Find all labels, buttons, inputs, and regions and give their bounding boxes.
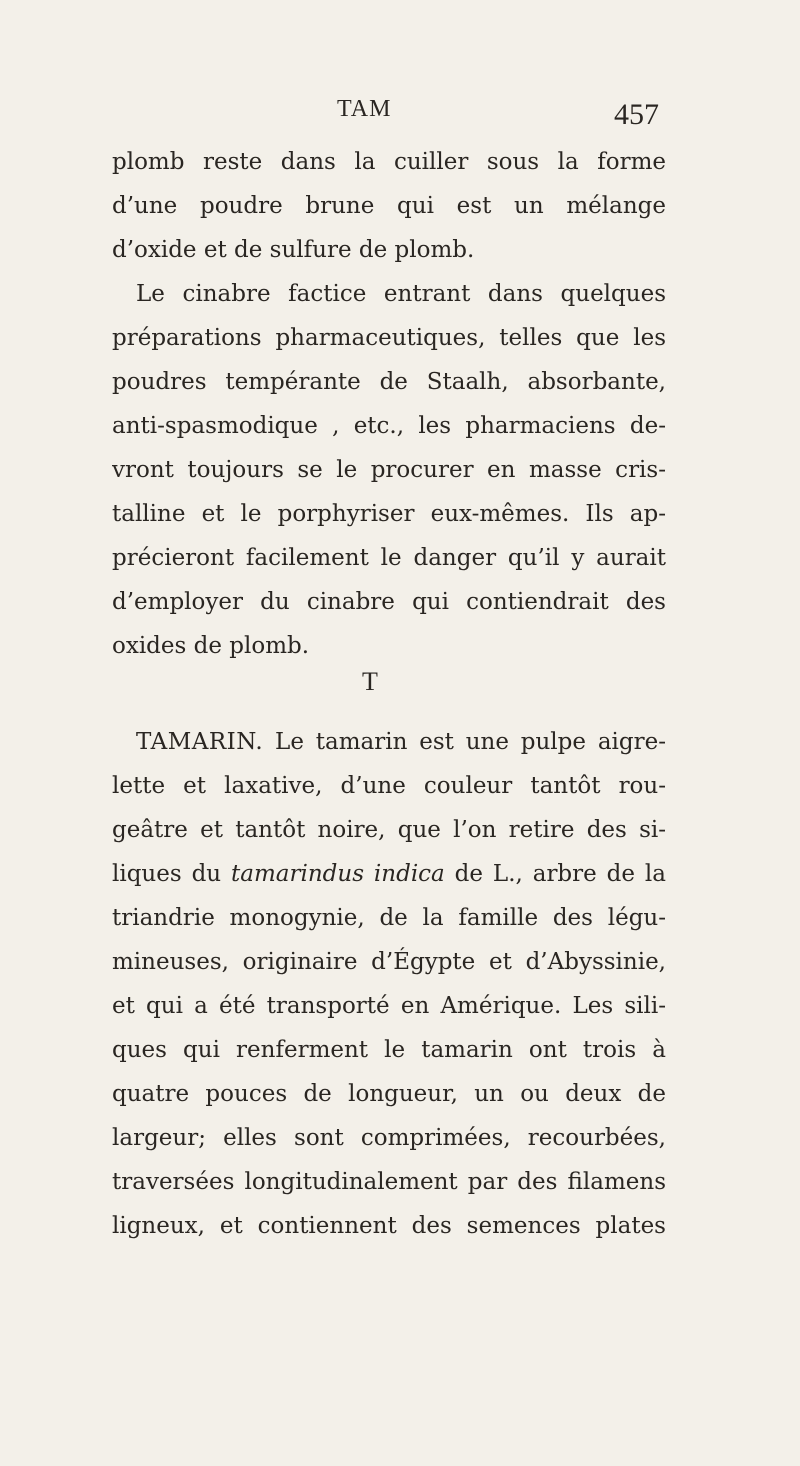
text-line: geâtre et tantôt noire, que l’on retire des si-: [112, 817, 666, 843]
text-line: talline et le porphyriser eux-mêmes. Ils ap-: [112, 501, 666, 527]
section-letter: T: [362, 667, 378, 696]
entry-first-line-text: Le tamarin est une pulpe aigre-: [263, 729, 666, 755]
text-line: et qui a été transporté en Amérique. Les sili-: [112, 993, 666, 1019]
text-line: plomb reste dans la cuiller sous la forme: [112, 149, 666, 175]
text-line: d’oxide et de sulfure de plomb.: [112, 237, 475, 263]
page-header: [0, 96, 800, 136]
entry-headword: TAMARIN.: [136, 729, 264, 755]
text-line: triandrie monogynie, de la famille des légu-: [112, 905, 666, 931]
latin-species-name: tamarindus indica: [231, 861, 445, 887]
text-line: d’employer du cinabre qui contiendrait des: [112, 589, 666, 615]
page-number: 457: [614, 98, 659, 131]
text-line: Le cinabre factice entrant dans quelques: [136, 281, 666, 307]
text-line: mineuses, originaire d’Égypte et d’Abyssinie,: [112, 949, 666, 975]
text-line: ligneux, et contiennent des semences plates: [112, 1213, 666, 1239]
text-line-with-latin-name: [112, 852, 666, 896]
text-line: quatre pouces de longueur, un ou deux de: [112, 1081, 666, 1107]
running-head: TAM: [337, 96, 392, 122]
text-line: anti-spasmodique , etc., les pharmaciens de-: [112, 413, 666, 439]
text-segment: liques du: [112, 861, 232, 887]
text-line: largeur; elles sont comprimées, recourbées,: [112, 1125, 666, 1151]
text-line: oxides de plomb.: [112, 633, 310, 659]
text-line: ques qui renferment le tamarin ont trois à: [112, 1037, 666, 1063]
entry-first-line: [136, 720, 666, 764]
text-line: lette et laxative, d’une couleur tantôt rou-: [112, 773, 666, 799]
text-line: poudres tempérante de Staalh, absorbante,: [112, 369, 666, 395]
text-line: traversées longitudinalement par des filamens: [112, 1169, 666, 1195]
text-line: vront toujours se le procurer en masse cris-: [112, 457, 666, 483]
text-segment: de L., arbre de la: [444, 861, 666, 887]
text-line: précieront facilement le danger qu’il y aurait: [112, 545, 666, 571]
text-line: d’une poudre brune qui est un mélange: [112, 193, 666, 219]
text-line: préparations pharmaceutiques, telles que les: [112, 325, 666, 351]
